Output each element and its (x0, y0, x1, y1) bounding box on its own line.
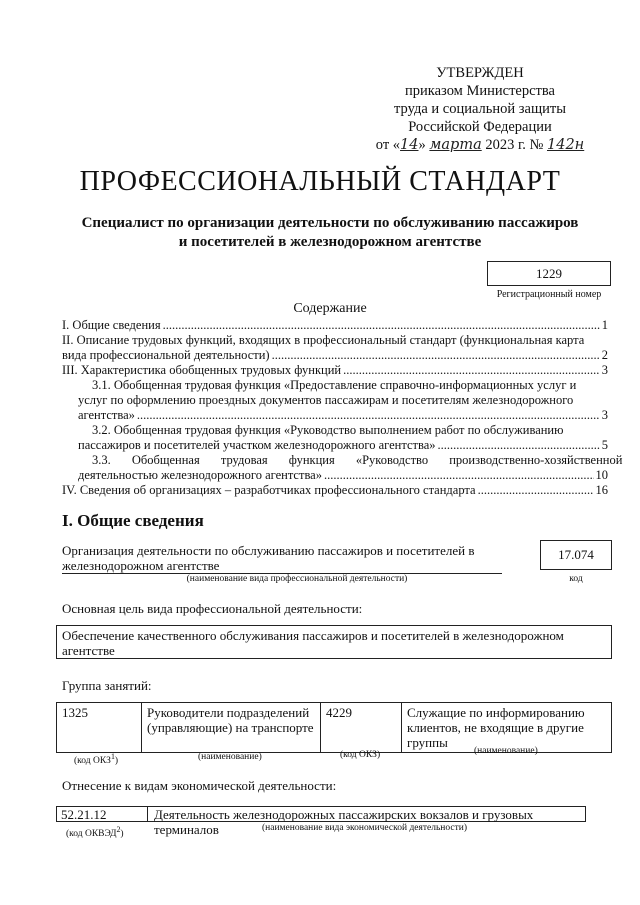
toc-page: 2 (601, 348, 608, 362)
section-heading: I. Общие сведения (62, 511, 204, 530)
document-title: ПРОФЕССИОНАЛЬНЫЙ СТАНДАРТ (79, 166, 561, 197)
toc-item[interactable]: IV. Сведения об организациях – разработчиках профессионального стандарта ..... 16 (62, 483, 608, 498)
registration-number-label: Регистрационный номер (496, 289, 602, 300)
handwritten-month: марта (429, 137, 482, 153)
handwritten-day: 14 (400, 137, 419, 153)
toc-item[interactable]: 3.2. Обобщенная трудовая функция «Руководство выполнением работ по обслуживанию пассажиров и посетителей участком железнодорожного агентства» ..... 5 (62, 423, 608, 453)
approval-block (360, 64, 600, 154)
document-subtitle (40, 214, 620, 252)
toc-page: 3 (601, 408, 608, 422)
okz-name-caption-2: (наименование) (474, 746, 538, 756)
toc-item[interactable]: 3.1. Обобщенная трудовая функция «Предоставление справочно-информационных услуг и услуг по оформлению проездных документов пассажирам и посетителям железнодорожного агентства» ..... 3 (62, 378, 608, 423)
okz-code-caption-1: (код ОКЗ$^1$) (74, 752, 119, 767)
activity-name: Организация деятельности по обслуживанию пассажиров и посетителей в железнодорожном агентстве (62, 543, 502, 574)
toc-item[interactable]: I. Общие сведения ..... 1 (62, 318, 608, 333)
okz-code-2: 4229 (321, 703, 402, 753)
registration-number-box: 1229 (487, 261, 611, 286)
okved-code-caption: (код ОКВЭД$^2$) (66, 825, 124, 840)
toc-item[interactable]: III. Характеристика обобщенных трудовых функций ..... 3 (62, 363, 608, 378)
group-label: Группа занятий: (62, 678, 152, 693)
okz-name-1: Руководители подразделений (управляющие) на транспорте (142, 703, 321, 753)
okz-name-caption-1: (наименование) (198, 752, 262, 762)
toc-item[interactable]: 3.3. Обобщенная трудовая функция «Руководство производственно-хозяйственной деятельностью железнодорожного агентства» ..... 10 (62, 453, 608, 483)
date-prefix: от « (375, 137, 401, 153)
okved-name: Деятельность железнодорожных пассажирских вокзалов и грузовых терминалов (154, 807, 534, 837)
approval-title: УТВЕРЖДЕН (436, 65, 524, 81)
okved-label: Отнесение к видам экономической деятельности: (62, 778, 337, 793)
okved-code: 52.21.12 (57, 807, 148, 821)
goal-box: Обеспечение качественного обслуживания пассажиров и посетителей в железнодорожном агентстве (56, 625, 612, 659)
toc-item[interactable]: II. Описание трудовых функций, входящих в профессиональный стандарт (функциональная карта вида профессиональной деятельности) ..... 2 (62, 333, 608, 363)
okz-code-caption-2: (код ОКЗ) (340, 750, 381, 760)
okved-name-caption: (наименование вида экономической деятельности) (262, 823, 467, 833)
okz-name-2: Служащие по информированию клиентов, не входящие в другие группы (402, 703, 612, 753)
goal-label: Основная цель вида профессиональной деятельности: (62, 601, 363, 616)
approval-line-3: труда и социальной защиты (394, 101, 566, 117)
table-of-contents (62, 318, 623, 498)
toc-heading: Содержание (293, 301, 367, 316)
activity-caption: (наименование вида профессиональной деятельности) (186, 574, 408, 584)
subtitle-line-2: и посетителей в железнодорожном агентстве (178, 234, 482, 250)
toc-page: 3 (601, 363, 608, 377)
toc-page: 5 (601, 438, 608, 452)
okz-code-1: 1325 (57, 703, 142, 753)
subtitle-line-1: Специалист по организации деятельности по обслуживанию пассажиров (81, 215, 579, 231)
date-mid: » (418, 137, 426, 153)
table-row (57, 703, 612, 753)
approval-line-2: приказом Министерства (405, 83, 555, 99)
activity-code-box: 17.074 (540, 540, 612, 570)
approval-line-4: Российской Федерации (408, 119, 552, 135)
toc-page: 10 (595, 468, 608, 482)
date-year: 2023 г. № (485, 137, 544, 153)
toc-page: 1 (601, 318, 608, 332)
code-caption: код (569, 574, 583, 584)
handwritten-number: 142н (547, 137, 585, 153)
toc-page: 16 (595, 483, 608, 497)
approval-date-line (360, 136, 600, 154)
